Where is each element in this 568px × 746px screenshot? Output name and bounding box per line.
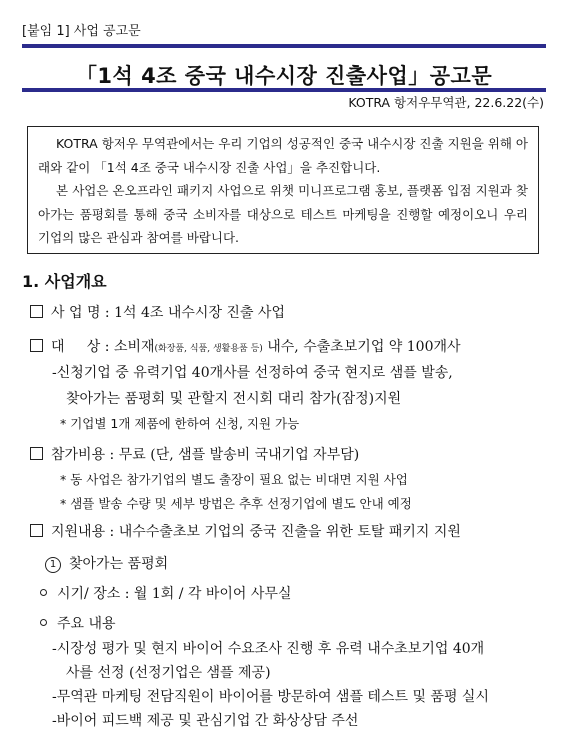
main-detail-1-line-2: 사를 선정 (선정기업은 샘플 제공) — [66, 665, 271, 681]
bullet-circle-icon — [40, 619, 47, 626]
target-value-post: 내수, 수출초보기업 약 100개사 — [262, 339, 461, 355]
support-label: 지원내용 — [51, 524, 106, 540]
title-top-rule — [22, 44, 546, 48]
target-label: 대 상 — [51, 339, 101, 355]
business-name-label: 사 업 명 — [51, 305, 101, 321]
main-detail-2: -무역관 마케팅 전담직원이 바이어를 방문하여 샘플 테스트 및 품평 실시 — [52, 689, 489, 705]
notice-box — [27, 126, 539, 254]
main-detail-1-line-1: -시장성 평가 및 현지 바이어 수요조사 진행 후 유력 내수초보기업 40개 — [52, 641, 485, 657]
checkbox-square-icon — [30, 524, 43, 537]
support-value: 내수수출초보 기업의 중국 진출을 위한 토탈 패키지 지원 — [118, 524, 461, 540]
target-value-pre: 소비재 — [113, 339, 155, 355]
cost-label: 참가비용 — [51, 447, 106, 463]
support-row: 지원내용 : 내수수출초보 기업의 중국 진출을 위한 토탈 패키지 지원 — [30, 521, 461, 541]
schedule-value: 월 1회 / 각 바이어 사무실 — [133, 586, 292, 602]
target-detail-line-2: 찾아가는 품평회 및 관할지 전시회 대리 참가(잠정)지원 — [66, 391, 402, 407]
target-row: 대 상 : 소비재(화장품, 식품, 생활용품 등) 내수, 수출초보기업 약 100개사 — [30, 336, 461, 356]
cost-row: 참가비용 : 무료 (단, 샘플 발송비 국내기업 자부담) — [30, 444, 359, 464]
business-name-row: 사 업 명 : 1석 4조 내수시장 진출 사업 — [30, 302, 285, 322]
cost-note-2: * 샘플 발송 수량 및 세부 방법은 추후 선정기업에 별도 안내 예정 — [60, 496, 412, 511]
issuer-date: KOTRA 항저우무역관, 22.6.22(수) — [348, 95, 544, 110]
notice-paragraph-2: 본 사업은 온오프라인 패키지 사업으로 위챗 미니프로그램 홍보, 플랫폼 입점 지원과 찾아가는 품평회를 통해 중국 소비자를 대상으로 테스트 마케팅을 진행할 예정이오니 우리 기업의 많은 관심과 참여를 바랍니다. — [38, 183, 528, 245]
cost-value: 무료 (단, 샘플 발송비 국내기업 자부담) — [118, 447, 360, 463]
bullet-circle-icon — [40, 589, 47, 596]
target-detail-line-1: -신청기업 중 유력기업 40개사를 선정하여 중국 현지로 샘플 발송, — [52, 365, 453, 381]
attachment-label: [붙임 1] 사업 공고문 — [22, 24, 141, 39]
notice-paragraph-1: KOTRA 항저우 무역관에서는 우리 기업의 성공적인 중국 내수시장 진출 지원을 위해 아래와 같이 「1석 4조 중국 내수시장 진출 사업」을 추진합니다. — [38, 136, 528, 175]
main-content-label: 주요 내용 — [57, 616, 116, 632]
business-name-value: 1석 4조 내수시장 진출 사업 — [114, 305, 285, 321]
item-1-row — [45, 553, 168, 573]
checkbox-square-icon — [30, 339, 43, 352]
title-bottom-rule — [22, 88, 546, 92]
target-note: * 기업별 1개 제품에 한하여 신청, 지원 가능 — [60, 416, 300, 431]
item-1-title: 찾아가는 품평회 — [69, 556, 169, 572]
section-heading: 1. 사업개요 — [22, 272, 107, 291]
main-content-row — [40, 613, 116, 633]
document-title: 「1석 4조 중국 내수시장 진출사업」공고문 — [75, 64, 493, 88]
schedule-row: 시기/ 장소 : 월 1회 / 각 바이어 사무실 — [40, 583, 291, 603]
checkbox-square-icon — [30, 305, 43, 318]
target-value-small: (화장품, 식품, 생활용품 등) — [154, 344, 263, 354]
cost-note-1: * 동 사업은 참가기업의 별도 출장이 필요 없는 비대면 지원 사업 — [60, 472, 408, 487]
circled-number-icon: 1 — [45, 557, 61, 573]
checkbox-square-icon — [30, 447, 43, 460]
main-detail-3: -바이어 피드백 제공 및 관심기업 간 화상상담 주선 — [52, 713, 359, 729]
schedule-label: 시기/ 장소 — [57, 586, 121, 602]
